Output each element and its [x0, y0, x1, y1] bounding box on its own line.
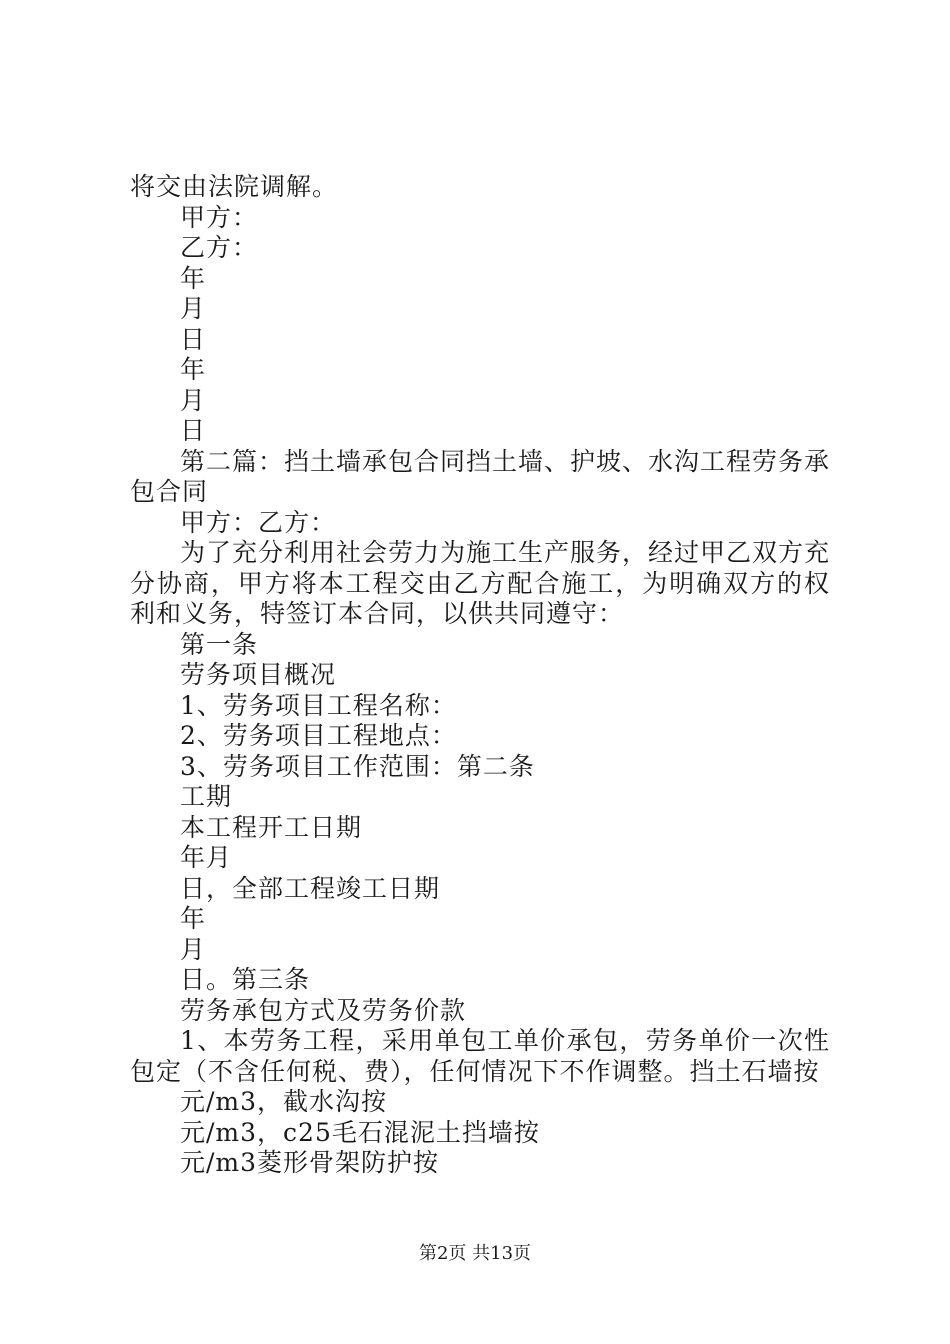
- date-month: 月: [180, 294, 207, 323]
- party-b-label: 乙方：: [180, 233, 259, 262]
- text-line: 日，全部工程竣工日期: [180, 873, 441, 903]
- list-item: 2、劳务项目工程地点：: [180, 721, 457, 750]
- parties-line: 甲方：乙方：: [180, 507, 337, 537]
- page-number: 第2页 共13页: [418, 1243, 532, 1264]
- text-line: 元/m3菱形骨架防护按: [180, 1148, 440, 1177]
- list-item: 1、劳务项目工程名称：: [180, 690, 457, 720]
- list-item: 3、劳务项目工作范围：第二条: [180, 751, 535, 781]
- pricing-paragraph: 1、本劳务工程，采用单包工单价承包，劳务单价一次性包定（不含任何税、费），任何情况下不作调整。挡土石墙按: [130, 1026, 830, 1086]
- preamble-paragraph: 为了充分利用社会劳力为施工生产服务，经过甲乙双方充分协商，甲方将本工程交由乙方配合施工，为明确双方的权利和义务，特签订本合同，以供共同遵守：: [130, 538, 831, 628]
- text-line: 元/m3，c25毛石混泥土挡墙按: [180, 1117, 540, 1147]
- text-line: 日。第三条: [180, 965, 311, 994]
- date-day: 日: [180, 324, 207, 354]
- document-body: [130, 172, 830, 1179]
- date-year: 年: [180, 904, 207, 933]
- text-line: 元/m3，截水沟按: [180, 1087, 388, 1116]
- text-line: 本工程开工日期: [180, 812, 363, 842]
- section-heading: 第二篇：挡土墙承包合同挡土墙、护坡、水沟工程劳务承包合同: [130, 446, 831, 506]
- date-month: 月: [180, 385, 207, 415]
- date-year: 年: [180, 355, 207, 384]
- date-year: 年: [180, 263, 207, 293]
- article-heading: 第一条: [180, 629, 259, 659]
- date-day: 日: [180, 416, 207, 445]
- date-month: 月: [180, 934, 207, 964]
- article-title: 劳务项目概况: [180, 660, 337, 689]
- text-line: 年月: [180, 843, 233, 872]
- text-line: 将交由法院调解。: [130, 172, 339, 201]
- article-title: 劳务承包方式及劳务价款: [180, 995, 467, 1025]
- article-title: 工期: [180, 782, 233, 811]
- page-footer: [0, 1242, 950, 1266]
- party-a-label: 甲方：: [180, 202, 259, 232]
